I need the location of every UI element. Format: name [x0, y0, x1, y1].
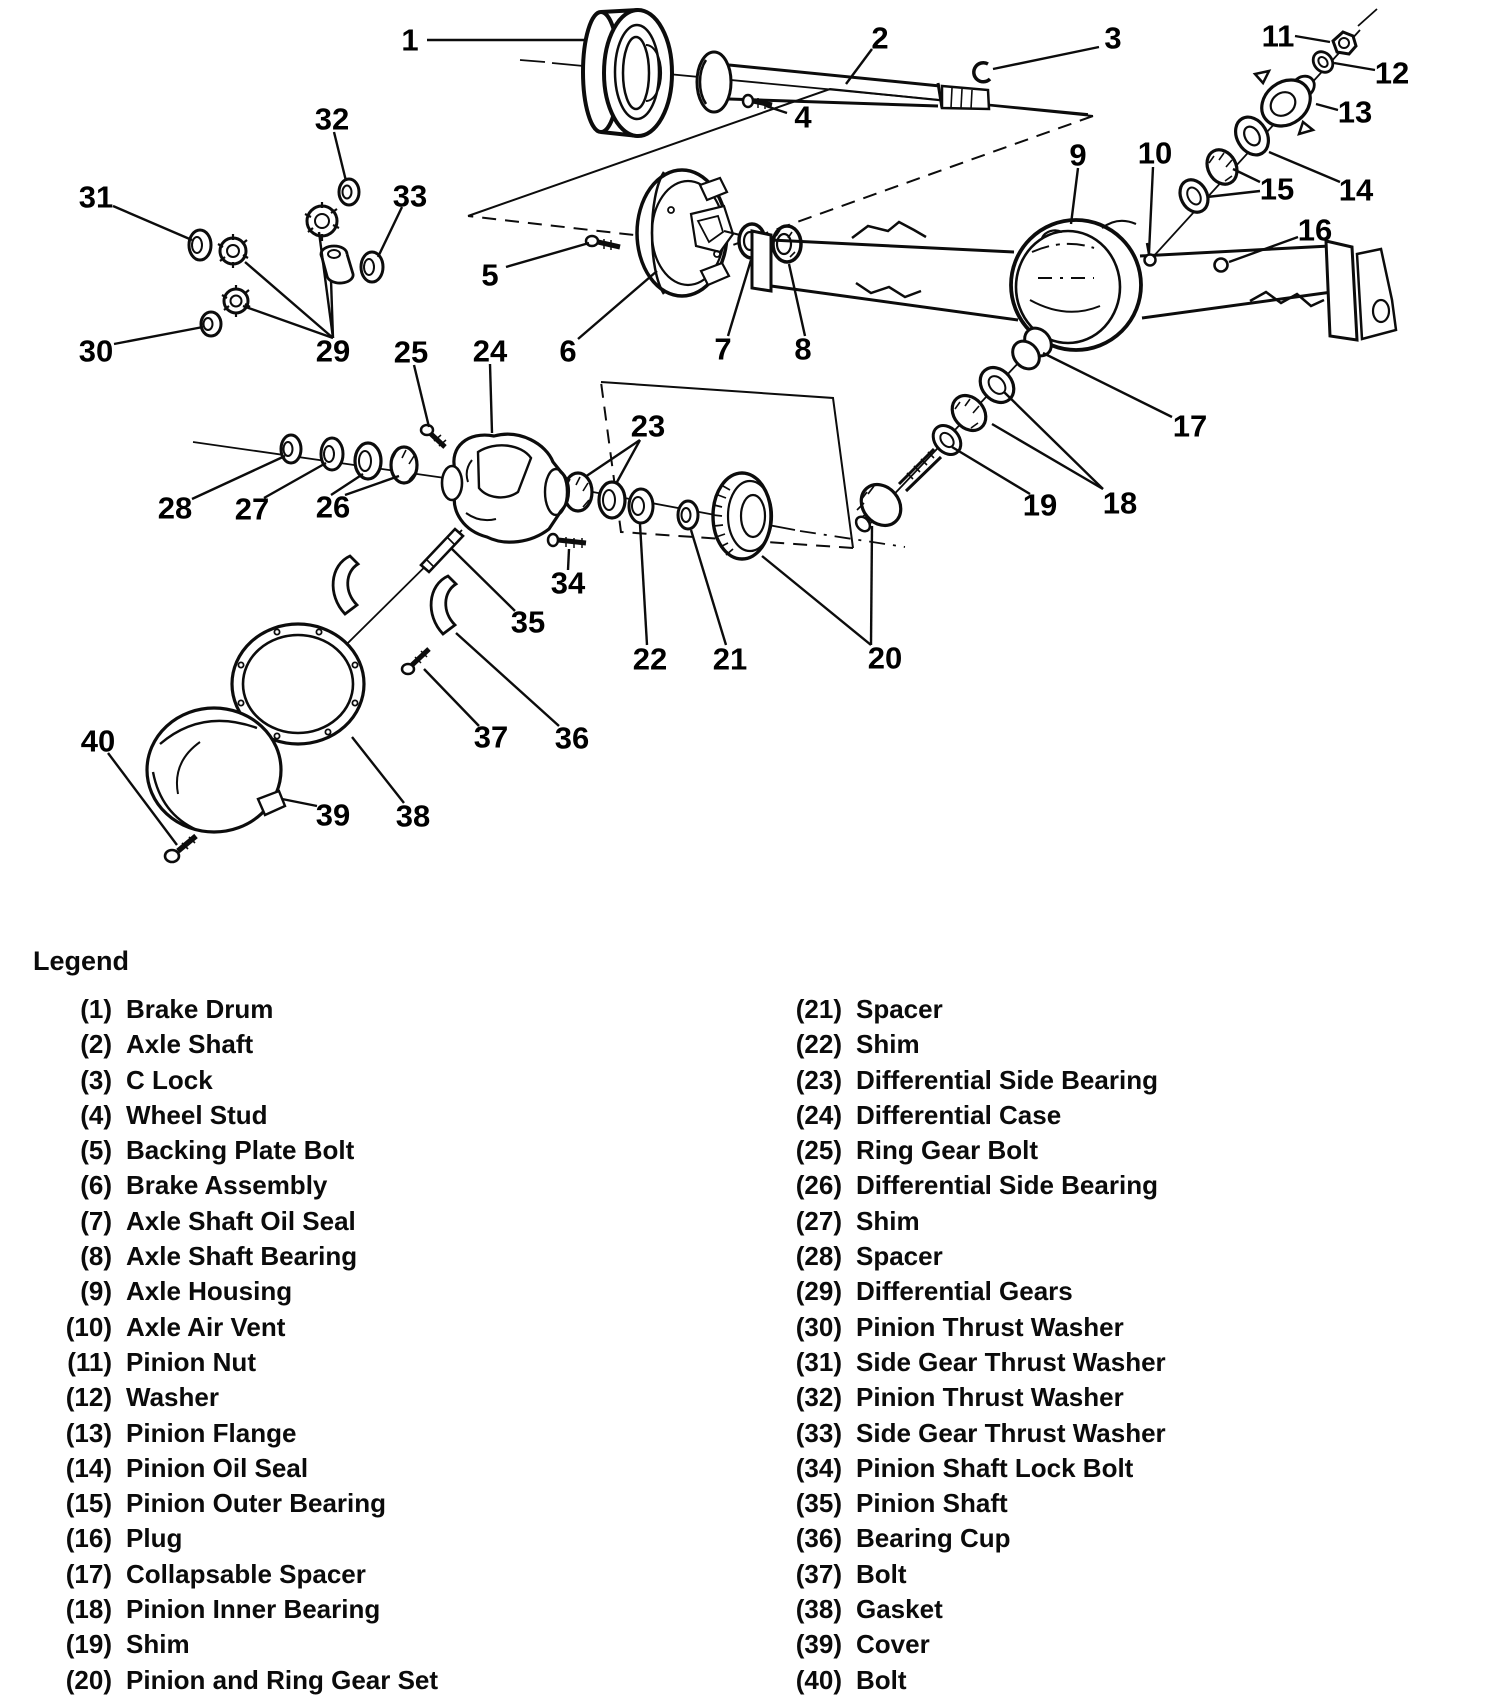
- legend-item-number: (37): [795, 1558, 842, 1589]
- legend-item: [760, 992, 1166, 1027]
- legend-item-label: Pinion Shaft: [856, 1488, 1008, 1519]
- part-shim-22: [629, 489, 653, 523]
- callout-2: [846, 21, 889, 85]
- legend-item: [30, 1627, 438, 1662]
- callout-leader-line: [456, 633, 559, 726]
- legend-item: [30, 1098, 438, 1133]
- callout-5: [481, 243, 589, 293]
- legend-item-label: Differential Case: [856, 1099, 1062, 1130]
- legend-item-label: Differential Side Bearing: [856, 1064, 1158, 1095]
- legend-item: [760, 1133, 1166, 1168]
- legend-item-label: Shim: [856, 1205, 920, 1236]
- legend-item-label: Pinion and Ring Gear Set: [126, 1664, 439, 1695]
- callout-number: 8: [794, 331, 812, 367]
- legend-item-label: Axle Shaft: [126, 1029, 254, 1060]
- part-differential-case: [442, 434, 569, 542]
- callout-number: 38: [395, 798, 431, 834]
- legend-item-number: (27): [795, 1205, 842, 1236]
- part-side-gear-thrust-washer-33: [361, 252, 383, 282]
- callout-11: [1262, 19, 1330, 54]
- part-ring-gear: [713, 473, 772, 559]
- callout-16: [1229, 213, 1332, 263]
- callout-number: 28: [157, 490, 193, 526]
- legend-item-number: (8): [80, 1241, 112, 1272]
- callout-leader-line: [1295, 36, 1330, 42]
- callout-13: [1316, 95, 1372, 130]
- legend-column-right: [760, 992, 1166, 1698]
- legend-item-label: Collapsable Spacer: [126, 1558, 366, 1589]
- callout-30: [79, 327, 203, 369]
- part-spacer-21: [678, 501, 698, 529]
- callout-number: 11: [1261, 18, 1295, 54]
- callout-number: 10: [1137, 135, 1173, 171]
- callout-33: [378, 179, 427, 258]
- legend-item-number: (35): [795, 1488, 842, 1519]
- callout-leader-line: [789, 264, 805, 336]
- legend-item: [30, 1663, 438, 1698]
- legend-item-number: (11): [67, 1346, 112, 1377]
- legend-item: [760, 1345, 1166, 1380]
- legend-item: [30, 1204, 438, 1239]
- callout-leader-line: [506, 243, 589, 267]
- legend-item: [760, 1663, 1166, 1698]
- legend-item-number: (28): [795, 1241, 842, 1272]
- callout-number: 2: [871, 20, 889, 56]
- legend-item: [30, 1168, 438, 1203]
- part-diff-pinion-gear-b: [305, 202, 339, 241]
- legend-item-label: Axle Air Vent: [126, 1311, 286, 1342]
- legend-item: [760, 1168, 1166, 1203]
- callout-31: [79, 180, 192, 241]
- callout-number: 39: [315, 797, 351, 833]
- callout-18: [992, 392, 1137, 521]
- part-axle-bearing: [773, 226, 801, 262]
- legend-item-label: Washer: [126, 1382, 219, 1413]
- part-pinion-thrust-washer-30: [201, 312, 221, 336]
- legend-item-label: Bolt: [856, 1558, 907, 1589]
- callout-12: [1334, 56, 1409, 91]
- callout-number: 36: [554, 720, 590, 756]
- legend-item: [30, 1380, 438, 1415]
- callout-35: [452, 549, 545, 640]
- legend-item-number: (19): [65, 1629, 112, 1660]
- legend-item: [30, 1345, 438, 1380]
- legend-item: [760, 1557, 1166, 1592]
- callout-leader-line: [1043, 353, 1172, 417]
- part-brake-drum: [583, 10, 672, 136]
- part-pinion-shaft-lock-bolt: [548, 534, 586, 548]
- callout-number: 16: [1297, 212, 1333, 248]
- callout-1: [401, 23, 584, 58]
- callout-3: [993, 21, 1122, 70]
- legend-item-number: (6): [80, 1170, 112, 1201]
- legend-item-label: Pinion Outer Bearing: [126, 1488, 387, 1519]
- legend-item-label: Backing Plate Bolt: [126, 1135, 355, 1166]
- legend-item-label: Side Gear Thrust Washer: [856, 1346, 1166, 1377]
- legend-item-number: (12): [65, 1382, 112, 1413]
- callout-number: 33: [392, 178, 428, 214]
- legend-item: [30, 1239, 438, 1274]
- legend-item: [30, 1133, 438, 1168]
- legend-item-label: C Lock: [126, 1064, 213, 1095]
- callout-leader-line: [378, 207, 402, 257]
- legend-item-label: Spacer: [856, 994, 943, 1024]
- legend-item-number: (15): [65, 1488, 112, 1519]
- legend-item-number: (29): [795, 1276, 842, 1307]
- callout-leader-line: [1071, 168, 1078, 224]
- callout-leader-line: [762, 556, 871, 645]
- legend-item-number: (1): [80, 994, 112, 1024]
- legend-item: [760, 1274, 1166, 1309]
- legend-item-label: Bearing Cup: [856, 1523, 1011, 1554]
- callout-number: 29: [315, 333, 351, 369]
- legend-item-number: (20): [65, 1664, 112, 1695]
- callout-8: [789, 264, 812, 367]
- legend-item: [760, 1521, 1166, 1556]
- legend-item: [30, 1592, 438, 1627]
- callout-number: 35: [510, 604, 546, 640]
- callout-number: 32: [314, 101, 350, 137]
- legend-item: [760, 1204, 1166, 1239]
- callout-number: 17: [1172, 408, 1208, 444]
- legend-item-number: (40): [795, 1664, 842, 1695]
- legend-item: [30, 992, 438, 1027]
- legend-item: [760, 1063, 1166, 1098]
- callout-number: 13: [1337, 94, 1373, 130]
- legend-item-number: (17): [65, 1558, 112, 1589]
- callout-number: 20: [867, 640, 903, 676]
- legend-item-number: (32): [795, 1382, 842, 1413]
- callout-number: 1: [401, 22, 419, 58]
- part-pinion-washer: [1309, 48, 1337, 76]
- callout-leader-line: [640, 524, 647, 645]
- legend-item-label: Shim: [126, 1629, 190, 1660]
- legend-item-label: Pinion Shaft Lock Bolt: [856, 1452, 1134, 1483]
- callout-number: 14: [1338, 172, 1374, 208]
- legend-item: [760, 1027, 1166, 1062]
- callout-leader-line: [1316, 104, 1338, 110]
- legend-item: [760, 1627, 1166, 1662]
- part-diff-side-bearing-26: [355, 443, 417, 483]
- callout-number: 15: [1259, 171, 1295, 207]
- callout-leader-line: [1149, 167, 1153, 253]
- callout-number: 23: [630, 408, 666, 444]
- callout-37: [424, 669, 508, 755]
- legend-item-label: Cover: [856, 1629, 930, 1660]
- legend-item-number: (24): [795, 1099, 842, 1130]
- legend-item-number: (23): [795, 1064, 842, 1095]
- callout-number: 27: [234, 491, 270, 527]
- callout-leader-line: [585, 440, 640, 477]
- legend-item-number: (3): [80, 1064, 112, 1095]
- callout-leader-line: [424, 669, 479, 726]
- legend-item: [30, 1274, 438, 1309]
- phantom-plane-upper: [468, 89, 1093, 246]
- legend-item: [760, 1239, 1166, 1274]
- part-axle-shaft: [697, 52, 989, 112]
- legend-item-label: Pinion Flange: [126, 1417, 297, 1448]
- axis-lines: [193, 9, 1377, 732]
- callout-number: 37: [473, 719, 509, 755]
- callout-number: 6: [559, 333, 577, 369]
- part-backing-plate-bolt: [586, 236, 620, 250]
- legend-item-label: Plug: [126, 1523, 183, 1554]
- part-bearing-cup-a: [333, 556, 358, 614]
- legend-item-number: (14): [65, 1452, 112, 1483]
- part-c-lock: [974, 63, 990, 82]
- legend-item: [30, 1027, 438, 1062]
- callout-leader-line: [414, 365, 429, 427]
- legend-item-number: (5): [80, 1135, 112, 1166]
- legend-item-number: (25): [795, 1135, 842, 1166]
- callout-23: [585, 409, 665, 483]
- callout-leader-line: [728, 260, 751, 336]
- callout-32: [315, 102, 349, 182]
- callout-leader-line: [245, 262, 333, 338]
- legend-item-number: (31): [795, 1346, 842, 1377]
- callout-number: 9: [1069, 137, 1087, 173]
- legend-item: [30, 1310, 438, 1345]
- callout-22: [633, 524, 667, 677]
- callout-leader-line: [352, 737, 404, 803]
- legend-item: [30, 1416, 438, 1451]
- callout-leader-line: [113, 206, 192, 240]
- legend-item: [760, 1486, 1166, 1521]
- part-diff-side-bearing-23: [564, 473, 625, 518]
- legend-item-label: Brake Assembly: [126, 1170, 328, 1201]
- legend-item-label: Axle Shaft Oil Seal: [126, 1205, 356, 1236]
- legend-item-number: (9): [80, 1276, 112, 1307]
- callout-number: 34: [550, 565, 586, 601]
- callout-38: [352, 737, 430, 834]
- callout-number: 25: [393, 334, 429, 370]
- callout-number: 7: [714, 331, 732, 367]
- legend-item-number: (4): [80, 1099, 112, 1130]
- legend-item-number: (30): [795, 1311, 842, 1342]
- legend-item: [760, 1098, 1166, 1133]
- legend-item-number: (7): [80, 1205, 112, 1236]
- legend-item-label: Pinion Inner Bearing: [126, 1594, 381, 1625]
- part-pinion-thrust-washer-32: [339, 179, 359, 205]
- legend-item: [760, 1416, 1166, 1451]
- legend-column-left: [30, 992, 438, 1698]
- legend-item: [30, 1521, 438, 1556]
- callout-leader-line: [952, 447, 1030, 494]
- legend-item-label: Spacer: [856, 1241, 943, 1272]
- callout-leader-line: [490, 364, 492, 433]
- legend-item-number: (33): [795, 1417, 842, 1448]
- callout-number: 26: [315, 489, 351, 525]
- legend-item-label: Pinion Nut: [126, 1346, 256, 1377]
- callout-number: 5: [481, 257, 499, 293]
- callout-17: [1043, 353, 1207, 444]
- callout-19: [952, 447, 1057, 523]
- callout-24: [473, 334, 508, 434]
- callout-20: [762, 526, 902, 676]
- legend-item-label: Differential Gears: [856, 1276, 1073, 1307]
- callout-4: [766, 100, 812, 135]
- legend-item-label: Differential Side Bearing: [856, 1170, 1158, 1201]
- callout-leader-line: [452, 549, 515, 611]
- legend-item-label: Axle Shaft Bearing: [126, 1241, 358, 1272]
- legend-item: [30, 1557, 438, 1592]
- callout-leader-line: [578, 271, 657, 339]
- callout-leader-line: [282, 799, 317, 806]
- legend-item-number: (2): [80, 1029, 112, 1060]
- part-pinion-nut: [1333, 32, 1356, 54]
- legend-item-number: (36): [795, 1523, 842, 1554]
- callout-leader-line: [334, 132, 346, 181]
- part-brake-assembly: [637, 170, 744, 296]
- legend-item: [760, 1451, 1166, 1486]
- legend-item-number: (26): [795, 1170, 842, 1201]
- part-diff-pinion-gear-a: [218, 234, 248, 268]
- legend-item-label: Shim: [856, 1029, 920, 1060]
- legend-item-number: (18): [65, 1594, 112, 1625]
- legend-item-number: (38): [795, 1594, 842, 1625]
- callout-number: 19: [1022, 487, 1058, 523]
- legend-item-label: Side Gear Thrust Washer: [856, 1417, 1166, 1448]
- legend-item-number: (10): [65, 1311, 112, 1342]
- legend-item-label: Axle Housing: [126, 1276, 293, 1307]
- callout-39: [282, 798, 350, 833]
- callout-number: 24: [472, 333, 508, 369]
- callout-6: [559, 271, 657, 369]
- part-diff-pinion-gear-c: [222, 285, 250, 317]
- callout-leader-line: [993, 47, 1099, 69]
- callout-leader-line: [1334, 63, 1375, 70]
- callout-number: 22: [632, 641, 668, 677]
- part-side-gear-thrust-washer-31: [189, 230, 211, 260]
- callout-34: [551, 549, 586, 601]
- legend-item: [760, 1310, 1166, 1345]
- part-pinion-outer-bearing: [1175, 145, 1243, 218]
- callout-26: [316, 474, 399, 525]
- legend-item: [760, 1592, 1166, 1627]
- legend-item-label: Bolt: [856, 1664, 907, 1695]
- part-pinion-shaft: [421, 529, 463, 572]
- callout-number: 18: [1102, 485, 1138, 521]
- legend-item-number: (16): [65, 1523, 112, 1554]
- callout-number: 12: [1374, 55, 1410, 91]
- callout-leader-line: [114, 327, 203, 344]
- legend-item-label: Gasket: [856, 1594, 943, 1625]
- callout-number: 30: [78, 333, 114, 369]
- legend-item: [30, 1063, 438, 1098]
- callout-9: [1069, 138, 1086, 225]
- legend-title: Legend: [33, 946, 130, 976]
- legend-item-number: (22): [795, 1029, 842, 1060]
- callout-number: 21: [712, 641, 748, 677]
- part-bearing-cup-b: [431, 576, 456, 634]
- legend-item-number: (13): [65, 1417, 112, 1448]
- legend-item-label: Ring Gear Bolt: [856, 1135, 1039, 1166]
- callout-leader-line: [1207, 191, 1260, 197]
- part-bolt-40: [165, 836, 196, 862]
- callout-leader-line: [871, 526, 872, 645]
- callout-25: [394, 335, 429, 428]
- callout-number: 4: [794, 99, 812, 135]
- legend-item-label: Pinion Thrust Washer: [856, 1382, 1124, 1413]
- legend-item-number: (34): [795, 1452, 842, 1483]
- callout-number: 3: [1104, 20, 1122, 56]
- callout-number: 40: [80, 723, 116, 759]
- part-spacer-28: [281, 435, 301, 463]
- legend-item: [30, 1486, 438, 1521]
- legend-item-number: (39): [795, 1629, 842, 1660]
- legend-item-label: Pinion Oil Seal: [126, 1452, 309, 1483]
- part-plug: [1215, 259, 1228, 272]
- legend-item: [760, 1380, 1166, 1415]
- legend-item-number: (21): [795, 994, 842, 1024]
- callout-number: 31: [78, 179, 114, 215]
- legend-item-label: Brake Drum: [126, 994, 274, 1024]
- callout-10: [1138, 136, 1172, 254]
- legend-item-label: Wheel Stud: [126, 1099, 268, 1130]
- legend-item: [30, 1451, 438, 1486]
- legend-item-label: Pinion Thrust Washer: [856, 1311, 1124, 1342]
- part-ring-gear-bolt: [421, 425, 446, 447]
